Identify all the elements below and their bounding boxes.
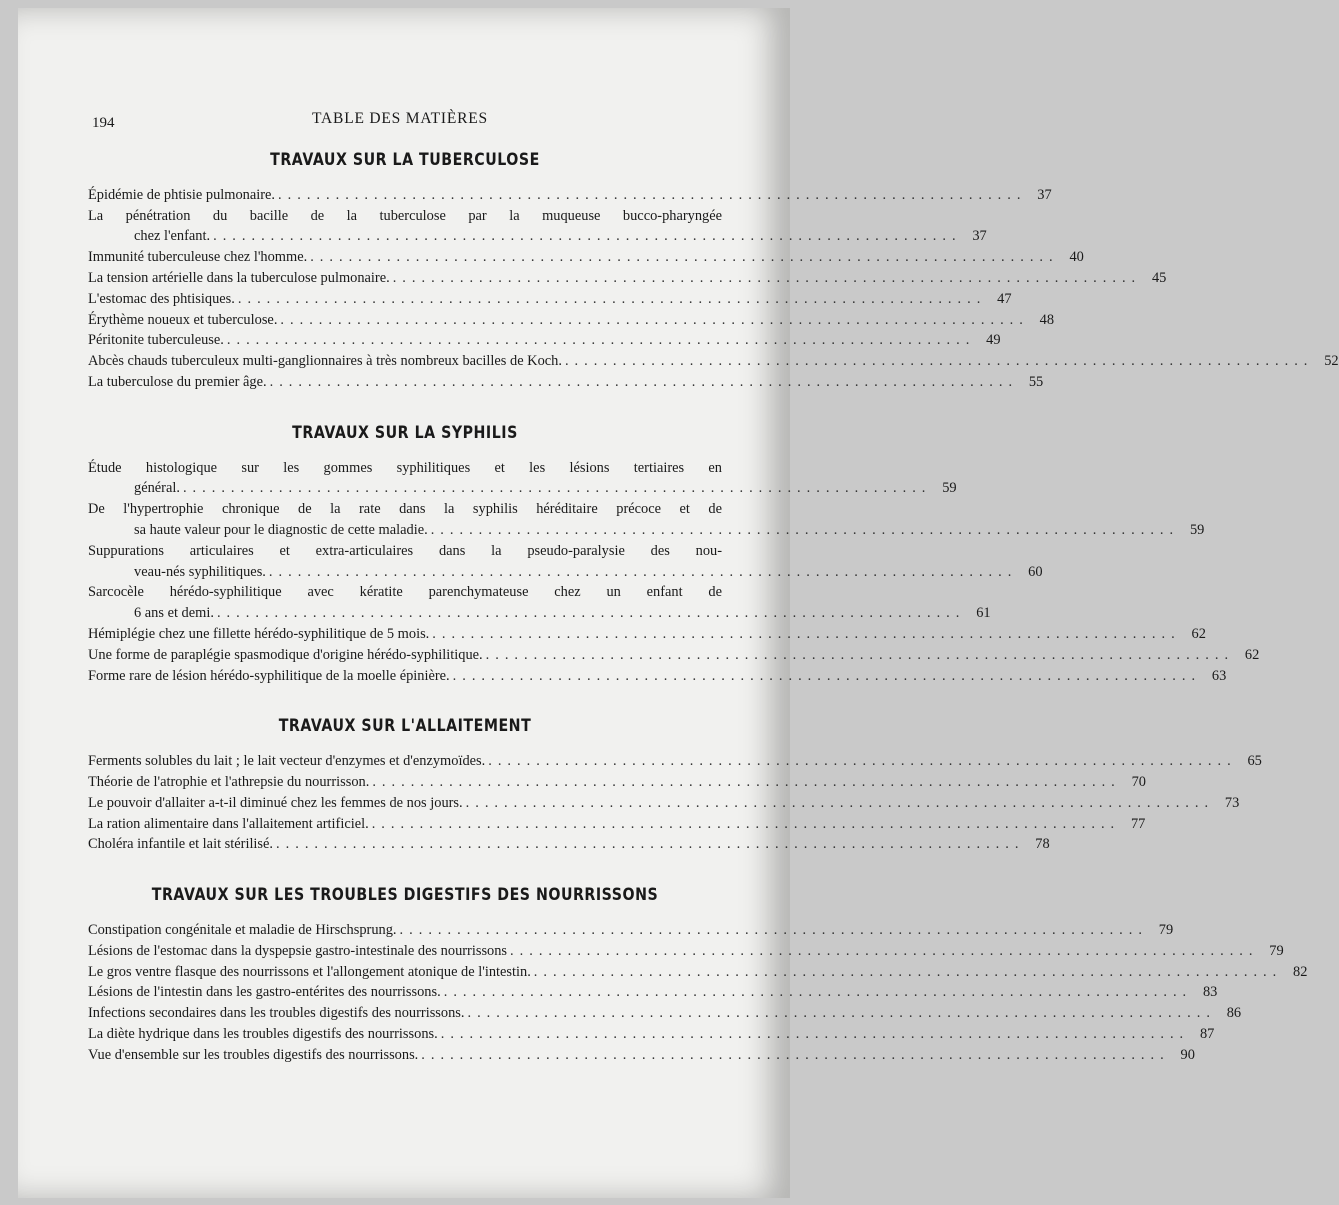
toc-entry	[88, 458, 957, 500]
toc-page-number: 86	[1226, 1005, 1242, 1022]
toc-entry	[88, 372, 1044, 393]
leader-dots	[277, 310, 1024, 331]
toc-page-number: 65	[1247, 753, 1262, 770]
toc-section	[88, 150, 1339, 393]
toc-entry-text: Infections secondaires dans les troubles digestifs des nourrissons.	[88, 1005, 465, 1022]
leader-dots	[507, 941, 1254, 962]
toc-entry-text: Épidémie de phtisie pulmonaire.	[88, 186, 276, 203]
toc-entry	[88, 351, 1339, 372]
toc-entry	[88, 185, 1052, 206]
toc-page-number: 78	[1035, 836, 1050, 853]
toc-entry-text: Le gros ventre flasque des nourrissons et l'allongement atonique de l'intestin.	[88, 963, 531, 980]
toc-entry	[88, 1045, 1195, 1066]
leader-dots	[397, 920, 1144, 941]
toc-page-number: 37	[972, 228, 987, 245]
toc-entry-text: Une forme de paraplégie spasmodique d'origine hérédo-syphilitique.	[88, 646, 483, 663]
leader-dots	[224, 330, 971, 351]
toc-entry	[88, 666, 1227, 687]
toc-page-number: 70	[1131, 773, 1146, 790]
toc-page-number: 77	[1130, 815, 1146, 832]
toc-entry-text: Étude histologique sur les gommes syphilitiques et les lésions tertiaires en	[88, 459, 722, 476]
toc-entry-text: chez l'enfant.	[134, 228, 211, 245]
toc-entry-text: La ration alimentaire dans l'allaitement artificiel.	[88, 815, 369, 832]
toc-entry-text: Ferments solubles du lait ; le lait vecteur d'enzymes et d'enzymoïdes.	[88, 753, 486, 770]
leader-dots	[562, 351, 1309, 372]
leader-dots	[267, 372, 1014, 393]
leader-dots	[273, 834, 1020, 855]
toc-entry-text: La tuberculose du premier âge.	[88, 373, 267, 390]
toc-entry	[88, 772, 1146, 793]
toc-entry	[88, 1003, 1242, 1024]
toc-entry	[88, 247, 1084, 268]
toc-page-number: 60	[1028, 563, 1043, 580]
toc-entry-text: Hémiplégie chez une fillette hérédo-syphilitique de 5 mois.	[88, 625, 430, 642]
leader-dots	[214, 603, 961, 624]
running-header-title: TABLE DES MATIÈRES	[312, 110, 488, 127]
toc-page-number: 79	[1158, 921, 1174, 938]
toc-entry-text: Lésions de l'intestin dans les gastro-entérites des nourrissons.	[88, 984, 441, 1001]
toc-section	[88, 422, 1260, 687]
toc-entry	[88, 206, 987, 248]
toc-entry	[88, 499, 1205, 541]
toc-entry-text: 6 ans et demi.	[134, 605, 214, 622]
toc-page-number: 59	[942, 480, 957, 497]
toc-entry	[88, 310, 1055, 331]
section-title: TRAVAUX SUR LA TUBERCULOSE	[270, 150, 540, 169]
toc-entry-text: Érythème noueux et tuberculose.	[88, 311, 278, 328]
toc-section	[88, 716, 1262, 855]
toc-entry	[88, 941, 1284, 962]
toc-entry	[88, 330, 1001, 351]
leader-dots	[463, 793, 1210, 814]
table-of-contents	[88, 150, 1339, 1095]
toc-page-number: 49	[986, 332, 1001, 349]
toc-entry-text: Vue d'ensemble sur les troubles digestifs des nourrissons.	[88, 1046, 419, 1063]
toc-page-number: 73	[1224, 794, 1240, 811]
toc-page-number: 37	[1037, 186, 1052, 203]
toc-page-number: 55	[1028, 373, 1044, 390]
toc-page-number: 48	[1039, 311, 1055, 328]
toc-page-number: 61	[976, 605, 991, 622]
toc-entry-text: Immunité tuberculeuse chez l'homme.	[88, 249, 308, 266]
toc-entry	[88, 982, 1218, 1003]
leader-dots	[235, 289, 982, 310]
toc-entry	[88, 289, 1012, 310]
toc-entry	[88, 793, 1240, 814]
leader-dots	[369, 814, 1116, 835]
leader-dots	[307, 247, 1054, 268]
toc-entry	[88, 582, 991, 624]
toc-entry-text: Lésions de l'estomac dans la dyspepsie gastro-intestinale des nourrissons	[88, 942, 508, 959]
leader-dots	[275, 185, 1022, 206]
leader-dots	[210, 226, 957, 247]
toc-entry-text: général.	[134, 480, 180, 497]
toc-entry-text: Choléra infantile et lait stérilisé.	[88, 836, 274, 853]
toc-entry-text: Abcès chauds tuberculeux multi-ganglionnaires à très nombreux bacilles de Koch.	[88, 353, 562, 370]
toc-page-number: 83	[1202, 984, 1218, 1001]
toc-entry	[88, 268, 1167, 289]
page-number: 194	[92, 115, 115, 131]
toc-entry	[88, 920, 1174, 941]
leader-dots	[418, 1045, 1165, 1066]
leader-dots	[485, 751, 1232, 772]
toc-entry	[88, 541, 1043, 583]
leader-dots	[390, 268, 1137, 289]
toc-entry-text: Sarcocèle hérédo-syphilitique avec kératite parenchymateuse chez un enfant de	[88, 584, 722, 601]
toc-entry-text: La pénétration du bacille de la tuberculose par la muqueuse bucco-pharyngée	[88, 207, 722, 224]
leader-dots	[438, 1024, 1185, 1045]
toc-page-number: 90	[1180, 1046, 1195, 1063]
section-title: TRAVAUX SUR LA SYPHILIS	[292, 422, 518, 442]
toc-entry-text: De l'hypertrophie chronique de la rate dans la syphilis héréditaire précoce et de	[88, 501, 722, 518]
toc-entry	[88, 834, 1050, 855]
leader-dots	[441, 982, 1188, 1003]
leader-dots	[428, 520, 1175, 541]
toc-entry-text: Péritonite tuberculeuse.	[88, 332, 224, 349]
toc-page-number: 45	[1151, 269, 1167, 286]
toc-page-number: 59	[1189, 521, 1205, 538]
toc-entry	[88, 814, 1146, 835]
toc-page-number: 63	[1211, 667, 1227, 684]
toc-entry-text: L'estomac des phtisiques.	[88, 290, 235, 307]
leader-dots	[429, 624, 1176, 645]
leader-dots	[483, 645, 1230, 666]
toc-page-number: 82	[1293, 963, 1308, 980]
toc-page-number: 79	[1269, 942, 1284, 959]
toc-entry-text: La diète hydrique dans les troubles digestifs des nourrissons.	[88, 1025, 438, 1042]
toc-page-number: 87	[1199, 1025, 1215, 1042]
section-title: TRAVAUX SUR L'ALLAITEMENT	[278, 716, 532, 736]
toc-entry-text: Forme rare de lésion hérédo-syphilitique de la moelle épinière.	[88, 667, 450, 684]
leader-dots	[266, 562, 1013, 583]
toc-entry	[88, 1024, 1215, 1045]
toc-entry-text: La tension artérielle dans la tuberculose pulmonaire.	[88, 269, 390, 286]
toc-page-number: 47	[997, 290, 1012, 307]
leader-dots	[450, 666, 1197, 687]
toc-section	[88, 885, 1308, 1065]
toc-entry-text: Suppurations articulaires et extra-articulaires dans la pseudo-paralysie des nou-	[88, 542, 722, 559]
leader-dots	[369, 772, 1116, 793]
toc-entry-text: sa haute valeur pour le diagnostic de cette maladie.	[134, 521, 428, 538]
toc-entry	[88, 962, 1308, 983]
toc-page-number: 40	[1069, 249, 1084, 266]
toc-entry-text: Théorie de l'atrophie et l'athrepsie du nourrisson.	[88, 773, 370, 790]
toc-entry-text: Constipation congénitale et maladie de Hirschsprung.	[88, 921, 397, 938]
toc-entry	[88, 645, 1260, 666]
leader-dots	[180, 478, 927, 499]
toc-entry	[88, 624, 1206, 645]
toc-page-number: 62	[1191, 625, 1206, 642]
toc-entry-text: veau-nés syphilitiques.	[134, 563, 266, 580]
leader-dots	[464, 1003, 1211, 1024]
leader-dots	[531, 962, 1278, 983]
toc-page-number: 52	[1324, 353, 1339, 370]
section-title: TRAVAUX SUR LES TROUBLES DIGESTIFS DES NOURRISSONS	[151, 885, 659, 905]
toc-entry-text: Le pouvoir d'allaiter a-t-il diminué chez les femmes de nos jours.	[88, 794, 463, 811]
toc-entry	[88, 751, 1262, 772]
toc-page-number: 62	[1244, 646, 1260, 663]
